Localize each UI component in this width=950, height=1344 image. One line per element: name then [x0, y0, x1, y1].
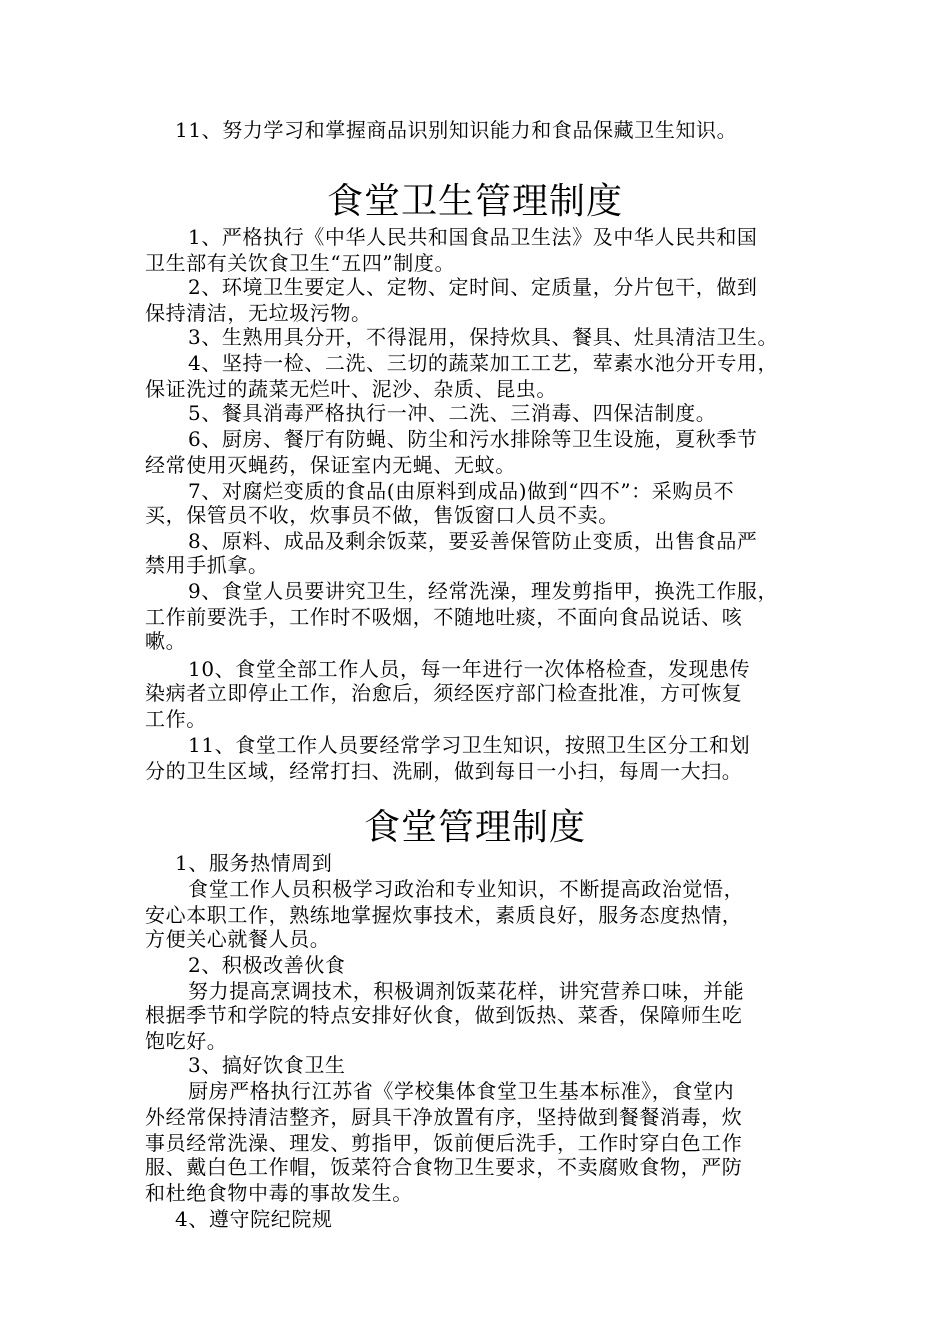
- paragraph-line: 工作。: [145, 707, 207, 731]
- paragraph-line: 厨房严格执行江苏省《学校集体食堂卫生基本标准》，食堂内: [188, 1079, 735, 1103]
- paragraph-line: 1、严格执行《中华人民共和国食品卫生法》及中华人民共和国: [188, 225, 758, 249]
- paragraph-line: 工作前要洗手，工作时不吸烟，不随地吐痰，不面向食品说话、咳: [145, 605, 743, 629]
- section-title-canteen-hygiene: 食堂卫生管理制度: [326, 181, 623, 222]
- paragraph-line: 经常使用灭蝇药，保证室内无蝇、无蚊。: [145, 453, 516, 477]
- section-title-canteen-management: 食堂管理制度: [363, 807, 586, 848]
- subheading: 1、服务热情周到: [175, 851, 333, 875]
- paragraph-line: 嗽。: [145, 629, 187, 653]
- paragraph-line: 6、厨房、餐厅有防蝇、防尘和污水排除等卫生设施，夏秋季节: [188, 427, 758, 451]
- paragraph-line: 7、对腐烂变质的食品(由原料到成品)做到“四不”：采购员不: [188, 479, 735, 503]
- paragraph-line: 11、食堂工作人员要经常学习卫生知识，按照卫生区分工和划: [188, 733, 751, 757]
- paragraph-line: 服、戴白色工作帽，饭菜符合食物卫生要求，不卖腐败食物，严防: [145, 1155, 743, 1179]
- paragraph-line: 5、餐具消毒严格执行一冲、二洗、三消毒、四保洁制度。: [188, 401, 717, 425]
- paragraph-line: 饱吃好。: [145, 1029, 228, 1053]
- paragraph-line: 安心本职工作，熟练地掌握炊事技术，素质良好，服务态度热情，: [145, 903, 743, 927]
- paragraph-line: 染病者立即停止工作，治愈后，须经医疗部门检查批准，方可恢复: [145, 681, 743, 705]
- paragraph-line: 事员经常洗澡、理发、剪指甲，饭前便后洗手，工作时穿白色工作: [145, 1131, 743, 1155]
- paragraph-line: 8、原料、成品及剩余饭菜，要妥善保管防止变质，出售食品严: [188, 529, 758, 553]
- paragraph-line: 外经常保持清洁整齐，厨具干净放置有序，坚持做到餐餐消毒，炊: [145, 1105, 743, 1129]
- subheading: 2、积极改善伙食: [188, 953, 346, 977]
- paragraph-line: 3、生熟用具分开，不得混用，保持炊具、餐具、灶具清洁卫生。: [188, 325, 779, 349]
- subheading: 4、遵守院纪院规: [175, 1207, 333, 1231]
- paragraph-line: 禁用手抓拿。: [145, 553, 269, 577]
- paragraph-line: 和杜绝食物中毒的事故发生。: [145, 1181, 413, 1205]
- paragraph-line: 买，保管员不收，炊事员不做，售饭窗口人员不卖。: [145, 503, 619, 527]
- intro-line: 11、努力学习和掌握商品识别知识能力和食品保藏卫生知识。: [175, 118, 738, 142]
- paragraph-line: 10、食堂全部工作人员，每一年进行一次体格检查，发现患传: [188, 657, 751, 681]
- paragraph-line: 保证洗过的蔬菜无烂叶、泥沙、杂质、昆虫。: [145, 377, 557, 401]
- paragraph-line: 方便关心就餐人员。: [145, 927, 331, 951]
- subheading: 3、搞好饮食卫生: [188, 1053, 346, 1077]
- paragraph-line: 4、坚持一检、二洗、三切的蔬菜加工工艺，荤素水池分开专用，: [188, 351, 779, 375]
- paragraph-line: 卫生部有关饮食卫生“五四”制度。: [145, 251, 456, 275]
- paragraph-line: 食堂工作人员积极学习政治和专业知识，不断提高政治觉悟，: [188, 877, 745, 901]
- paragraph-line: 分的卫生区域，经常打扫、洗刷，做到每日一小扫，每周一大扫。: [145, 759, 743, 783]
- paragraph-line: 保持清洁，无垃圾污物。: [145, 301, 372, 325]
- paragraph-line: 2、环境卫生要定人、定物、定时间、定质量，分片包干，做到: [188, 275, 758, 299]
- paragraph-line: 9、食堂人员要讲究卫生，经常洗澡，理发剪指甲，换洗工作服，: [188, 579, 779, 603]
- paragraph-line: 根据季节和学院的特点安排好伙食，做到饭热、菜香，保障师生吃: [145, 1003, 743, 1027]
- paragraph-line: 努力提高烹调技术，积极调剂饭菜花样，讲究营养口味，并能: [188, 979, 745, 1003]
